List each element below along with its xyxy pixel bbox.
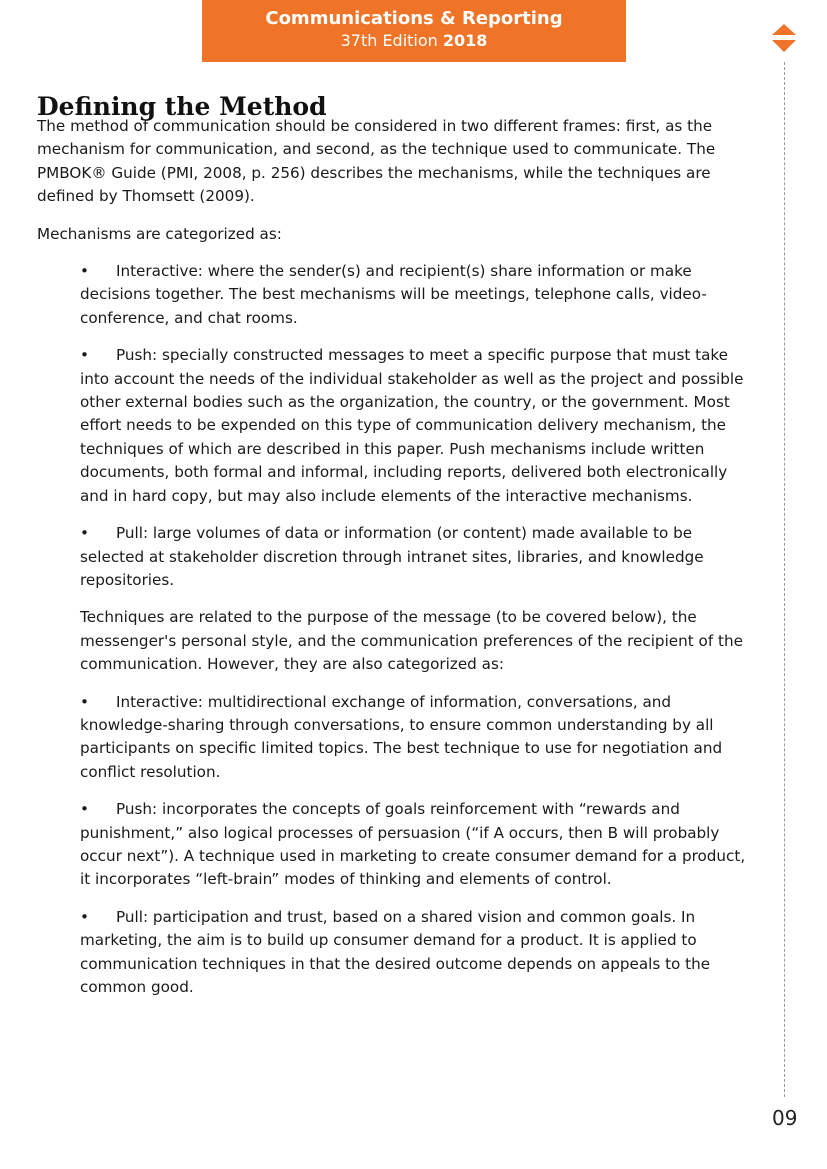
- techniques-intro: Techniques are related to the purpose of the message (to be covered below), the messenger's personal style, and the communication preferences of the recipient of the communication. However, they are also categorized as:: [80, 608, 743, 674]
- header-title: Communications & Reporting: [265, 8, 563, 29]
- bullet-icon: •: [80, 524, 89, 543]
- intro-paragraph: The method of communication should be considered in two different frames: first, as the mechanism for communication, and second, as the technique used to communicate. The PMBOK® Guide (PMI, 2008, p. 256) describes the mechanisms, while the techniques are defined by Thomsett (2009).: [37, 117, 716, 206]
- page-title: Defining the Method: [37, 91, 327, 121]
- mechanism-pull: Pull: large volumes of data or information (or content) made available to be selected at stakeholder discretion through intranet sites, libraries, and knowledge repositories.: [80, 524, 704, 589]
- page-nav-arrows[interactable]: [772, 24, 796, 54]
- edition-year: 2018: [442, 31, 488, 50]
- bullet-icon: •: [80, 346, 89, 365]
- list-item: [80, 522, 757, 592]
- header-edition: [202, 30, 626, 52]
- triangle-down-icon[interactable]: [772, 40, 796, 52]
- mechanism-push: Push: specially constructed messages to meet a specific purpose that must take into account the needs of the individual stakeholder as well as the project and possible other external bodies such as the organization, the country, or the government. Most effort needs to be expended on this type of communication delivery mechanism, the techniques of which are described in this paper. Push mechanisms include written documents, both formal and informal, including reports, delivered both electronically and in hard copy, but may also include elements of the interactive mechanisms.: [80, 346, 744, 505]
- dashed-divider: [784, 62, 785, 1097]
- technique-pull: Pull: participation and trust, based on a shared vision and common goals. In marketing, the aim is to build up consumer demand for a product. It is applied to communication techniques in that the desired outcome depends on appeals to the common good.: [80, 907, 711, 996]
- list-item: [80, 906, 757, 1000]
- technique-interactive: Interactive: multidirectional exchange of information, conversations, and knowledge-sharing through conversations, to ensure common understanding by all participants on specific limited topics. The best technique to use for negotiation and conflict resolution.: [80, 692, 723, 781]
- header-banner: [202, 0, 626, 62]
- technique-push: Push: incorporates the concepts of goals reinforcement with “rewards and punishment,” also logical processes of persuasion (“if A occurs, then B will probably occur next”). A technique used in marketing to create consumer demand for a product, it incorporates “left-brain” modes of thinking and elements of control.: [80, 800, 746, 889]
- list-item: [80, 798, 757, 892]
- mechanism-interactive: Interactive: where the sender(s) and recipient(s) share information or make decisions together. The best mechanisms will be meetings, telephone calls, video-conference, and chat rooms.: [80, 262, 707, 327]
- mechanisms-label: Mechanisms are categorized as:: [37, 224, 282, 243]
- triangle-up-icon[interactable]: [772, 24, 796, 35]
- bullet-icon: •: [80, 262, 89, 281]
- page-number: 09: [772, 1106, 798, 1130]
- bullet-icon: •: [80, 907, 89, 926]
- mechanisms-list: [80, 260, 757, 592]
- list-item: [80, 691, 757, 785]
- list-item: [80, 344, 757, 508]
- bullet-icon: •: [80, 800, 89, 819]
- list-item: [80, 260, 757, 330]
- edition-label: 37th Edition: [340, 31, 438, 50]
- page-content: [37, 115, 757, 1013]
- techniques-list: [80, 691, 757, 1000]
- bullet-icon: •: [80, 692, 89, 711]
